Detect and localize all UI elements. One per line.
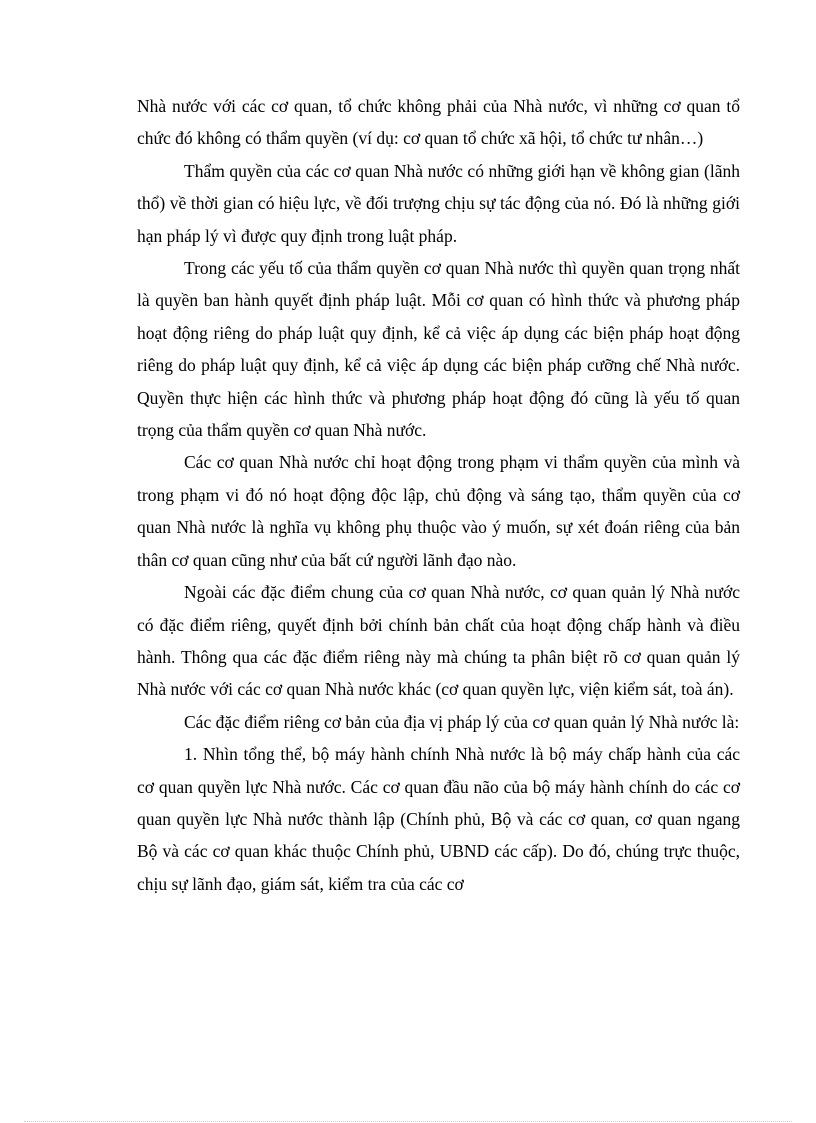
paragraph-decision-authority: Trong các yếu tố của thẩm quyền cơ quan Nhà nước thì quyền quan trọng nhất là quyền ban hành quyết định pháp luật. Mỗi cơ quan có hình thức và phương pháp hoạt động riêng do pháp luật quy định, kể cả việc áp dụng các biện pháp hoạt động riêng do pháp luật quy định, kể cả việc áp dụng các biện pháp cưỡng chế Nhà nước. Quyền thực hiện các hình thức và phương pháp hoạt động đó cũng là yếu tố quan trọng của thẩm quyền cơ quan Nhà nước. xyxy=(137,258,740,441)
page-bottom-rule xyxy=(24,1121,792,1122)
paragraph-continuation: Nhà nước với các cơ quan, tổ chức không phải của Nhà nước, vì những cơ quan tổ chức đó không có thẩm quyền (ví dụ: cơ quan tổ chức xã hội, tổ chức tư nhân…) xyxy=(137,96,740,149)
paragraph-item-1: 1. Nhìn tổng thể, bộ máy hành chính Nhà nước là bộ máy chấp hành của các cơ quan quyền lực Nhà nước. Các cơ quan đầu não của bộ máy hành chính do các cơ quan quyền lực Nhà nước thành lập (Chính phủ, Bộ và các cơ quan, cơ quan ngang Bộ và các cơ quan khác thuộc Chính phủ, UBND các cấp). Do đó, chúng trực thuộc, chịu sự lãnh đạo, giám sát, kiểm tra của các cơ xyxy=(137,744,740,894)
paragraph-independent-activity: Các cơ quan Nhà nước chỉ hoạt động trong phạm vi thẩm quyền của mình và trong phạm vi đó nó hoạt động độc lập, chủ động và sáng tạo, thẩm quyền của cơ quan Nhà nước là nghĩa vụ không phụ thuộc vào ý muốn, sự xét đoán riêng của bản thân cơ quan cũng như của bất cứ người lãnh đạo nào. xyxy=(137,452,740,570)
paragraph-features-intro: Các đặc điểm riêng cơ bản của địa vị pháp lý của cơ quan quản lý Nhà nước là: xyxy=(184,711,740,732)
paragraph-jurisdiction-limits: Thẩm quyền của các cơ quan Nhà nước có những giới hạn về không gian (lãnh thổ) về thời gian có hiệu lực, về đối trượng chịu sự tác động của nó. Đó là những giới hạn pháp lý vì được quy định trong luật pháp. xyxy=(137,160,740,246)
document-body xyxy=(137,90,740,900)
paragraph-specific-features: Ngoài các đặc điểm chung của cơ quan Nhà nước, cơ quan quản lý Nhà nước có đặc điểm riêng, quyết định bởi chính bản chất của hoạt động chấp hành và điều hành. Thông qua các đặc điểm riêng này mà chúng ta phân biệt rõ cơ quan quản lý Nhà nước với các cơ quan Nhà nước khác (cơ quan quyền lực, viện kiểm sát, toà án). xyxy=(137,582,740,700)
